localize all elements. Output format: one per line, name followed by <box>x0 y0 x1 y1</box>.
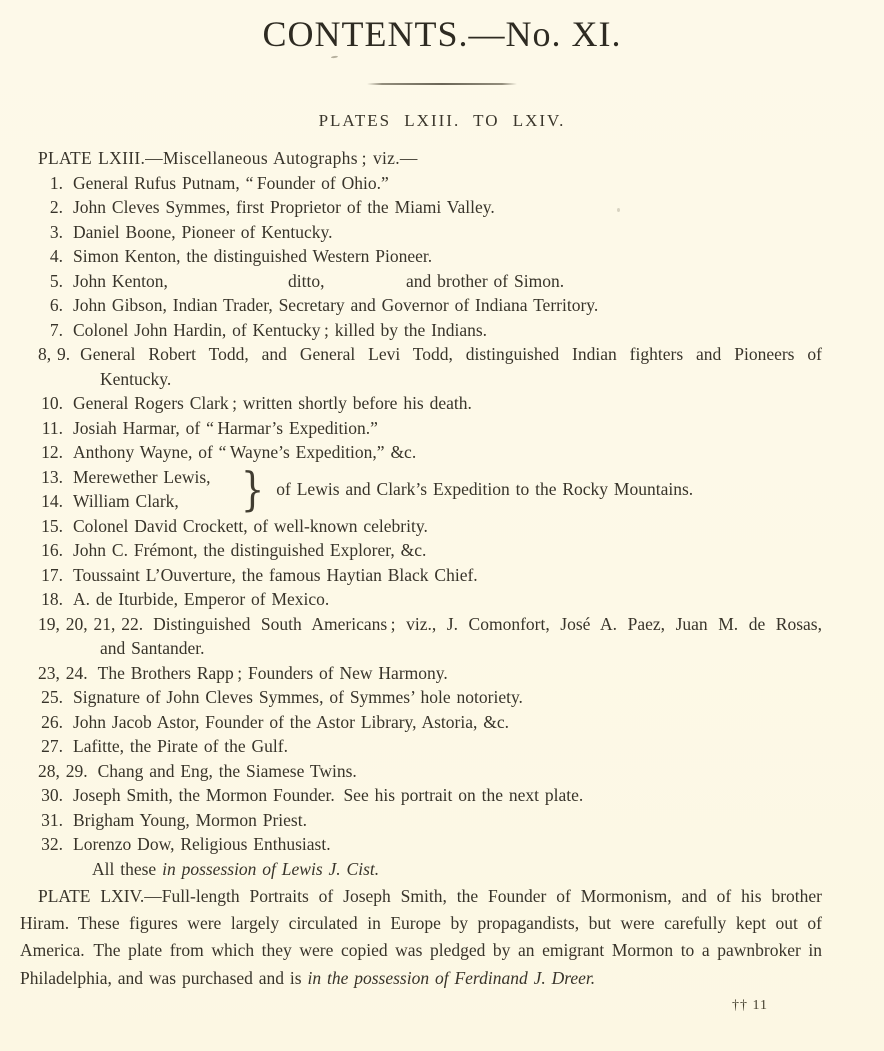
item-text: Colonel David Crockett, of well-known celebrity. <box>73 515 428 536</box>
item-number: 2. <box>49 197 63 217</box>
list-item <box>38 293 822 318</box>
item-number: 30. <box>41 785 63 805</box>
plates-subtitle: PLATES LXIII. TO LXIV. <box>318 111 566 130</box>
item-text: The Brothers Rapp ; Founders of New Harmony. <box>97 662 448 683</box>
list-item <box>38 710 822 735</box>
list-item <box>38 391 822 416</box>
list-item <box>38 489 238 514</box>
item-text: Chang and Eng, the Siamese Twins. <box>97 760 357 781</box>
item-number: 15. <box>41 515 63 536</box>
list-item <box>38 416 822 441</box>
item-text: John C. Frémont, the distinguished Explorer, &c. <box>73 540 427 560</box>
item-text: Toussaint L’Ouverture, the famous Haytian Black Chief. <box>73 564 478 585</box>
item-text: William Clark, <box>73 491 179 511</box>
item-text: Distinguished South Americans ; viz., J. Comonfort, José A. Paez, Juan M. de Rosas, <box>153 613 822 634</box>
item-number: 18. <box>41 589 63 609</box>
item-text: General Robert Todd, and General Levi Todd, distinguished Indian fighters and Pioneers of <box>80 344 822 364</box>
list-item <box>38 514 822 539</box>
item-text: John Cleves Symmes, first Proprietor of the Miami Valley. <box>73 197 495 217</box>
item-text: Josiah Harmar, of “ Harmar’s Expedition.” <box>73 417 378 438</box>
item-number: 1. <box>49 172 63 193</box>
item-number: 16. <box>41 540 63 560</box>
item-number: 12. <box>41 442 63 462</box>
page-title: CONTENTS.—No. XI. <box>262 14 622 54</box>
item-number: 7. <box>49 319 63 340</box>
list-item <box>38 244 822 269</box>
ditto-text: ditto, <box>288 270 325 291</box>
list-item <box>38 587 822 612</box>
list-item <box>38 832 822 857</box>
list-item <box>38 563 822 588</box>
plate-63-contents <box>38 146 822 881</box>
item-text: Joseph Smith, the Mormon Founder. See his portrait on the next plate. <box>73 785 584 805</box>
plate-64-italic-text: in the possession of Ferdinand J. Dreer. <box>307 967 596 988</box>
item-number: 25. <box>41 687 63 707</box>
item-number: 10. <box>41 393 63 413</box>
ink-speck <box>617 208 620 212</box>
item-text: John Kenton, <box>73 270 168 291</box>
list-item <box>38 783 822 808</box>
list-item <box>38 318 822 343</box>
item-text: Brigham Young, Mormon Priest. <box>73 809 307 830</box>
item-number: 26. <box>41 711 63 732</box>
item-text: Colonel John Hardin, of Kentucky ; killed by the Indians. <box>73 319 488 340</box>
item-text: and brother of Simon. <box>406 270 565 291</box>
item-number: 28, 29. <box>38 760 88 781</box>
item-number: 19, 20, 21, 22. <box>38 613 144 634</box>
item-number: 6. <box>49 295 63 315</box>
brace-left-column <box>38 465 238 514</box>
list-item-continuation: and Santander. <box>100 638 205 658</box>
item-text: General Rogers Clark ; written shortly before his death. <box>73 393 472 413</box>
item-text: John Jacob Astor, Founder of the Astor Library, Astoria, &c. <box>73 711 509 732</box>
item-text: Merewether Lewis, <box>73 466 211 487</box>
item-text: A. de Iturbide, Emperor of Mexico. <box>73 589 330 609</box>
item-text: General Rufus Putnam, “ Founder of Ohio.” <box>73 172 389 193</box>
list-item <box>38 734 822 759</box>
ink-speck <box>331 56 338 59</box>
list-item <box>38 195 822 220</box>
list-item-continuation: Kentucky. <box>100 368 172 389</box>
item-number: 13. <box>41 466 63 487</box>
brace-glyph: } <box>240 462 265 516</box>
item-number: 8, 9. <box>38 344 71 364</box>
item-text: Signature of John Cleves Symmes, of Symmes’ hole notoriety. <box>73 687 523 707</box>
plate-63-heading: PLATE LXIII.—Miscellaneous Autographs ; viz.— <box>38 148 418 168</box>
list-item <box>38 685 822 710</box>
item-text: Anthony Wayne, of “ Wayne’s Expedition,” &c. <box>73 442 417 462</box>
item-text: Lorenzo Dow, Religious Enthusiast. <box>73 834 331 854</box>
item-text: John Gibson, Indian Trader, Secretary and Governor of Indiana Territory. <box>73 295 599 315</box>
item-text: Lafitte, the Pirate of the Gulf. <box>73 736 288 756</box>
item-number: 23, 24. <box>38 662 88 683</box>
list-item <box>38 220 822 245</box>
list-item-wrapped <box>38 342 822 367</box>
item-number: 31. <box>41 809 63 830</box>
list-item-ditto <box>38 269 822 294</box>
item-number: 3. <box>49 221 63 242</box>
signature-mark: †† 11 <box>732 998 768 1013</box>
item-text: Simon Kenton, the distinguished Western Pioneer. <box>73 246 433 266</box>
item-text: Daniel Boone, Pioneer of Kentucky. <box>73 221 333 242</box>
list-item <box>38 808 822 833</box>
possession-note <box>92 857 822 882</box>
title-rule <box>367 83 517 85</box>
list-item-wrapped <box>38 612 822 637</box>
item-number: 27. <box>41 736 63 756</box>
item-number: 14. <box>41 491 63 511</box>
item-number: 4. <box>49 246 63 266</box>
list-item <box>38 171 822 196</box>
possession-italic: in possession of Lewis J. Cist. <box>162 858 380 879</box>
item-number: 17. <box>41 564 63 585</box>
item-number: 32. <box>41 834 63 854</box>
list-item <box>38 440 822 465</box>
possession-prefix: All these <box>92 858 163 879</box>
plate-64-roman-text: PLATE LXIV.—Full-length Portraits of Joseph Smith, the Founder of Mormonism, and of his brother Hiram. These figures were largely circulated in Europe by propagandists, but were carefully kept out of America. The plate from which they were copied was pledged by an emigrant Mormon to a pawnbroker in Philadelphia, and was purchased and is <box>20 886 822 988</box>
plate-64-paragraph <box>20 883 822 992</box>
item-number: 11. <box>41 417 63 438</box>
list-item <box>38 465 238 490</box>
list-item <box>38 661 822 686</box>
list-item <box>38 759 822 784</box>
item-number: 5. <box>49 270 63 291</box>
brace-group <box>38 462 822 516</box>
list-item <box>38 538 822 563</box>
brace-shared-text: of Lewis and Clark’s Expedition to the Rocky Mountains. <box>276 478 694 499</box>
